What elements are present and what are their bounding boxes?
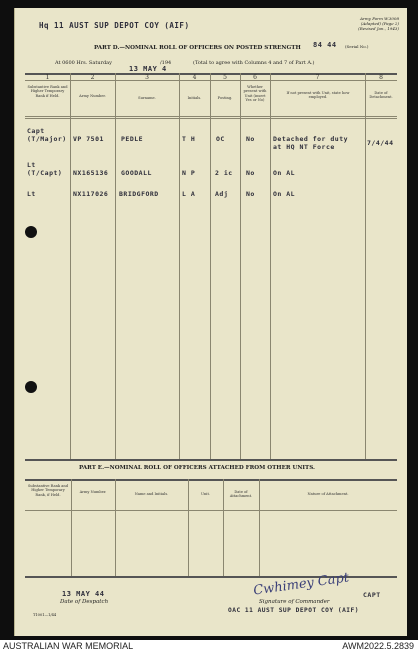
unit-name: Hq 11 AUST SUP DEPOT COY (AIF) (39, 21, 190, 30)
column-number: 4 (192, 74, 197, 81)
column-divider (210, 73, 211, 459)
part-d-title: PART D.—NOMINAL ROLL OF OFFICERS ON POSTED STRENGTH (94, 45, 301, 51)
column-number: 1 (45, 74, 50, 81)
punch-hole-top (25, 226, 37, 238)
total-note: (Total to agree with Columns 4 and 7 of Part A.) (193, 60, 315, 66)
column-header-initials: Initials. (187, 96, 202, 100)
at-hours-label: At 0600 Hrs. Saturday (55, 60, 112, 66)
column-header-posting: Posting. (217, 96, 233, 100)
part-e-header-rule (25, 510, 397, 511)
form-print-code: T1001—1/44 (33, 613, 57, 617)
header-bottom-rule (25, 116, 397, 117)
column-header-army-number: Army Number. (79, 94, 106, 98)
part-e-header-name: Name and Initials. (134, 492, 169, 496)
archive-reference: AWM2022.5.2839 (342, 641, 414, 651)
column-number: 3 (145, 74, 149, 81)
punch-hole-bottom (25, 381, 37, 393)
commander-signature-label: Signature of Commander (259, 599, 330, 605)
employment-cell: On AL (273, 190, 296, 198)
surname-cell: PEDLE (121, 135, 144, 143)
column-number: 5 (223, 74, 227, 81)
army-number-cell: NX165136 (73, 169, 109, 177)
column-divider (365, 73, 366, 459)
employment-cell: Detached for duty (273, 135, 349, 143)
despatch-date-label: Date of Despatch (60, 599, 109, 605)
part-e-header-nature: Nature of Attachment. (307, 492, 349, 496)
serial-label: (Serial No.) (345, 44, 369, 49)
roll-date: 13 MAY 4 (129, 65, 167, 73)
employment-cell: On AL (273, 169, 296, 177)
column-number: 6 (253, 74, 257, 81)
column-divider (70, 73, 71, 459)
detachment-date-cell: 7/4/44 (367, 139, 394, 147)
part-e-divider (115, 479, 116, 576)
employment-cell: at HQ NT Force (273, 143, 335, 151)
posting-cell: Adj (215, 190, 229, 198)
form-ref-line: (Adapted) (Page 2) (360, 21, 399, 26)
army-number-cell: NX117026 (73, 190, 109, 198)
part-e-header-unit: Unit. (200, 492, 211, 496)
form-reference (358, 16, 399, 31)
rank-cell: Lt (27, 161, 36, 169)
posting-cell: OC (216, 135, 225, 143)
column-divider (115, 73, 116, 459)
serial-number: 84 44 (313, 41, 337, 49)
column-divider (270, 73, 271, 459)
column-header-surname: Surname. (138, 96, 156, 100)
form-ref-line: Army Form W.3008 (360, 16, 399, 21)
army-form-page (14, 8, 407, 636)
column-number: 8 (379, 74, 383, 81)
year-label: /194 (160, 60, 172, 66)
rank-cell: (T/Capt) (27, 169, 63, 177)
column-divider (240, 73, 241, 459)
part-e-divider (71, 479, 72, 576)
rank-cell: (T/Major) (27, 135, 67, 143)
present-cell: No (246, 135, 255, 143)
initials-cell: L A (182, 190, 196, 198)
posting-cell: 2 ic (215, 169, 233, 177)
initials-cell: N P (182, 169, 196, 177)
present-cell: No (246, 190, 255, 198)
form-ref-line: (Revised Jan., 1943) (358, 26, 399, 31)
part-e-header-army-number: Army Number. (79, 490, 107, 494)
surname-cell: BRIDGFORD (119, 190, 159, 198)
commander-rank: CAPT (363, 591, 381, 599)
column-header-employment: If not present with Unit, state how employed. (286, 91, 350, 100)
army-number-cell: VP 7501 (73, 135, 104, 143)
part-d-bottom-rule (25, 459, 397, 461)
part-e-top-rule (25, 479, 397, 481)
part-e-title: PART E.—NOMINAL ROLL OF OFFICERS ATTACHED FROM OTHER UNITS. (79, 465, 316, 471)
rank-cell: Capt (27, 127, 45, 135)
column-number: 7 (315, 74, 320, 81)
commander-signature: Cwhimey Capt (252, 570, 350, 599)
present-cell: No (246, 169, 255, 177)
despatch-date: 13 MAY 44 (62, 590, 105, 598)
surname-cell: GOODALL (121, 169, 152, 177)
archive-footer (0, 640, 418, 653)
part-e-header-date: Date of Attachment. (229, 490, 253, 499)
rank-cell: Lt (27, 190, 36, 198)
part-e-divider (259, 479, 260, 576)
header-bottom-rule (25, 118, 397, 119)
column-number: 2 (90, 74, 95, 81)
part-e-header-rank: Substantive Rank and Higher Temporary Rank, if Held. (27, 484, 69, 497)
column-header-detachment-date: Date of Detachment. (369, 91, 393, 100)
archive-name: AUSTRALIAN WAR MEMORIAL (3, 641, 134, 651)
column-header-rank: Substantive Rank and Higher Temporary Rank if Held. (27, 85, 68, 98)
column-divider (179, 73, 180, 459)
column-header-present: Whether present with Unit (insert Yes or No) (243, 85, 267, 103)
initials-cell: T H (182, 135, 196, 143)
commander-unit: OAC 11 AUST SUP DEPOT COY (AIF) (228, 607, 359, 614)
